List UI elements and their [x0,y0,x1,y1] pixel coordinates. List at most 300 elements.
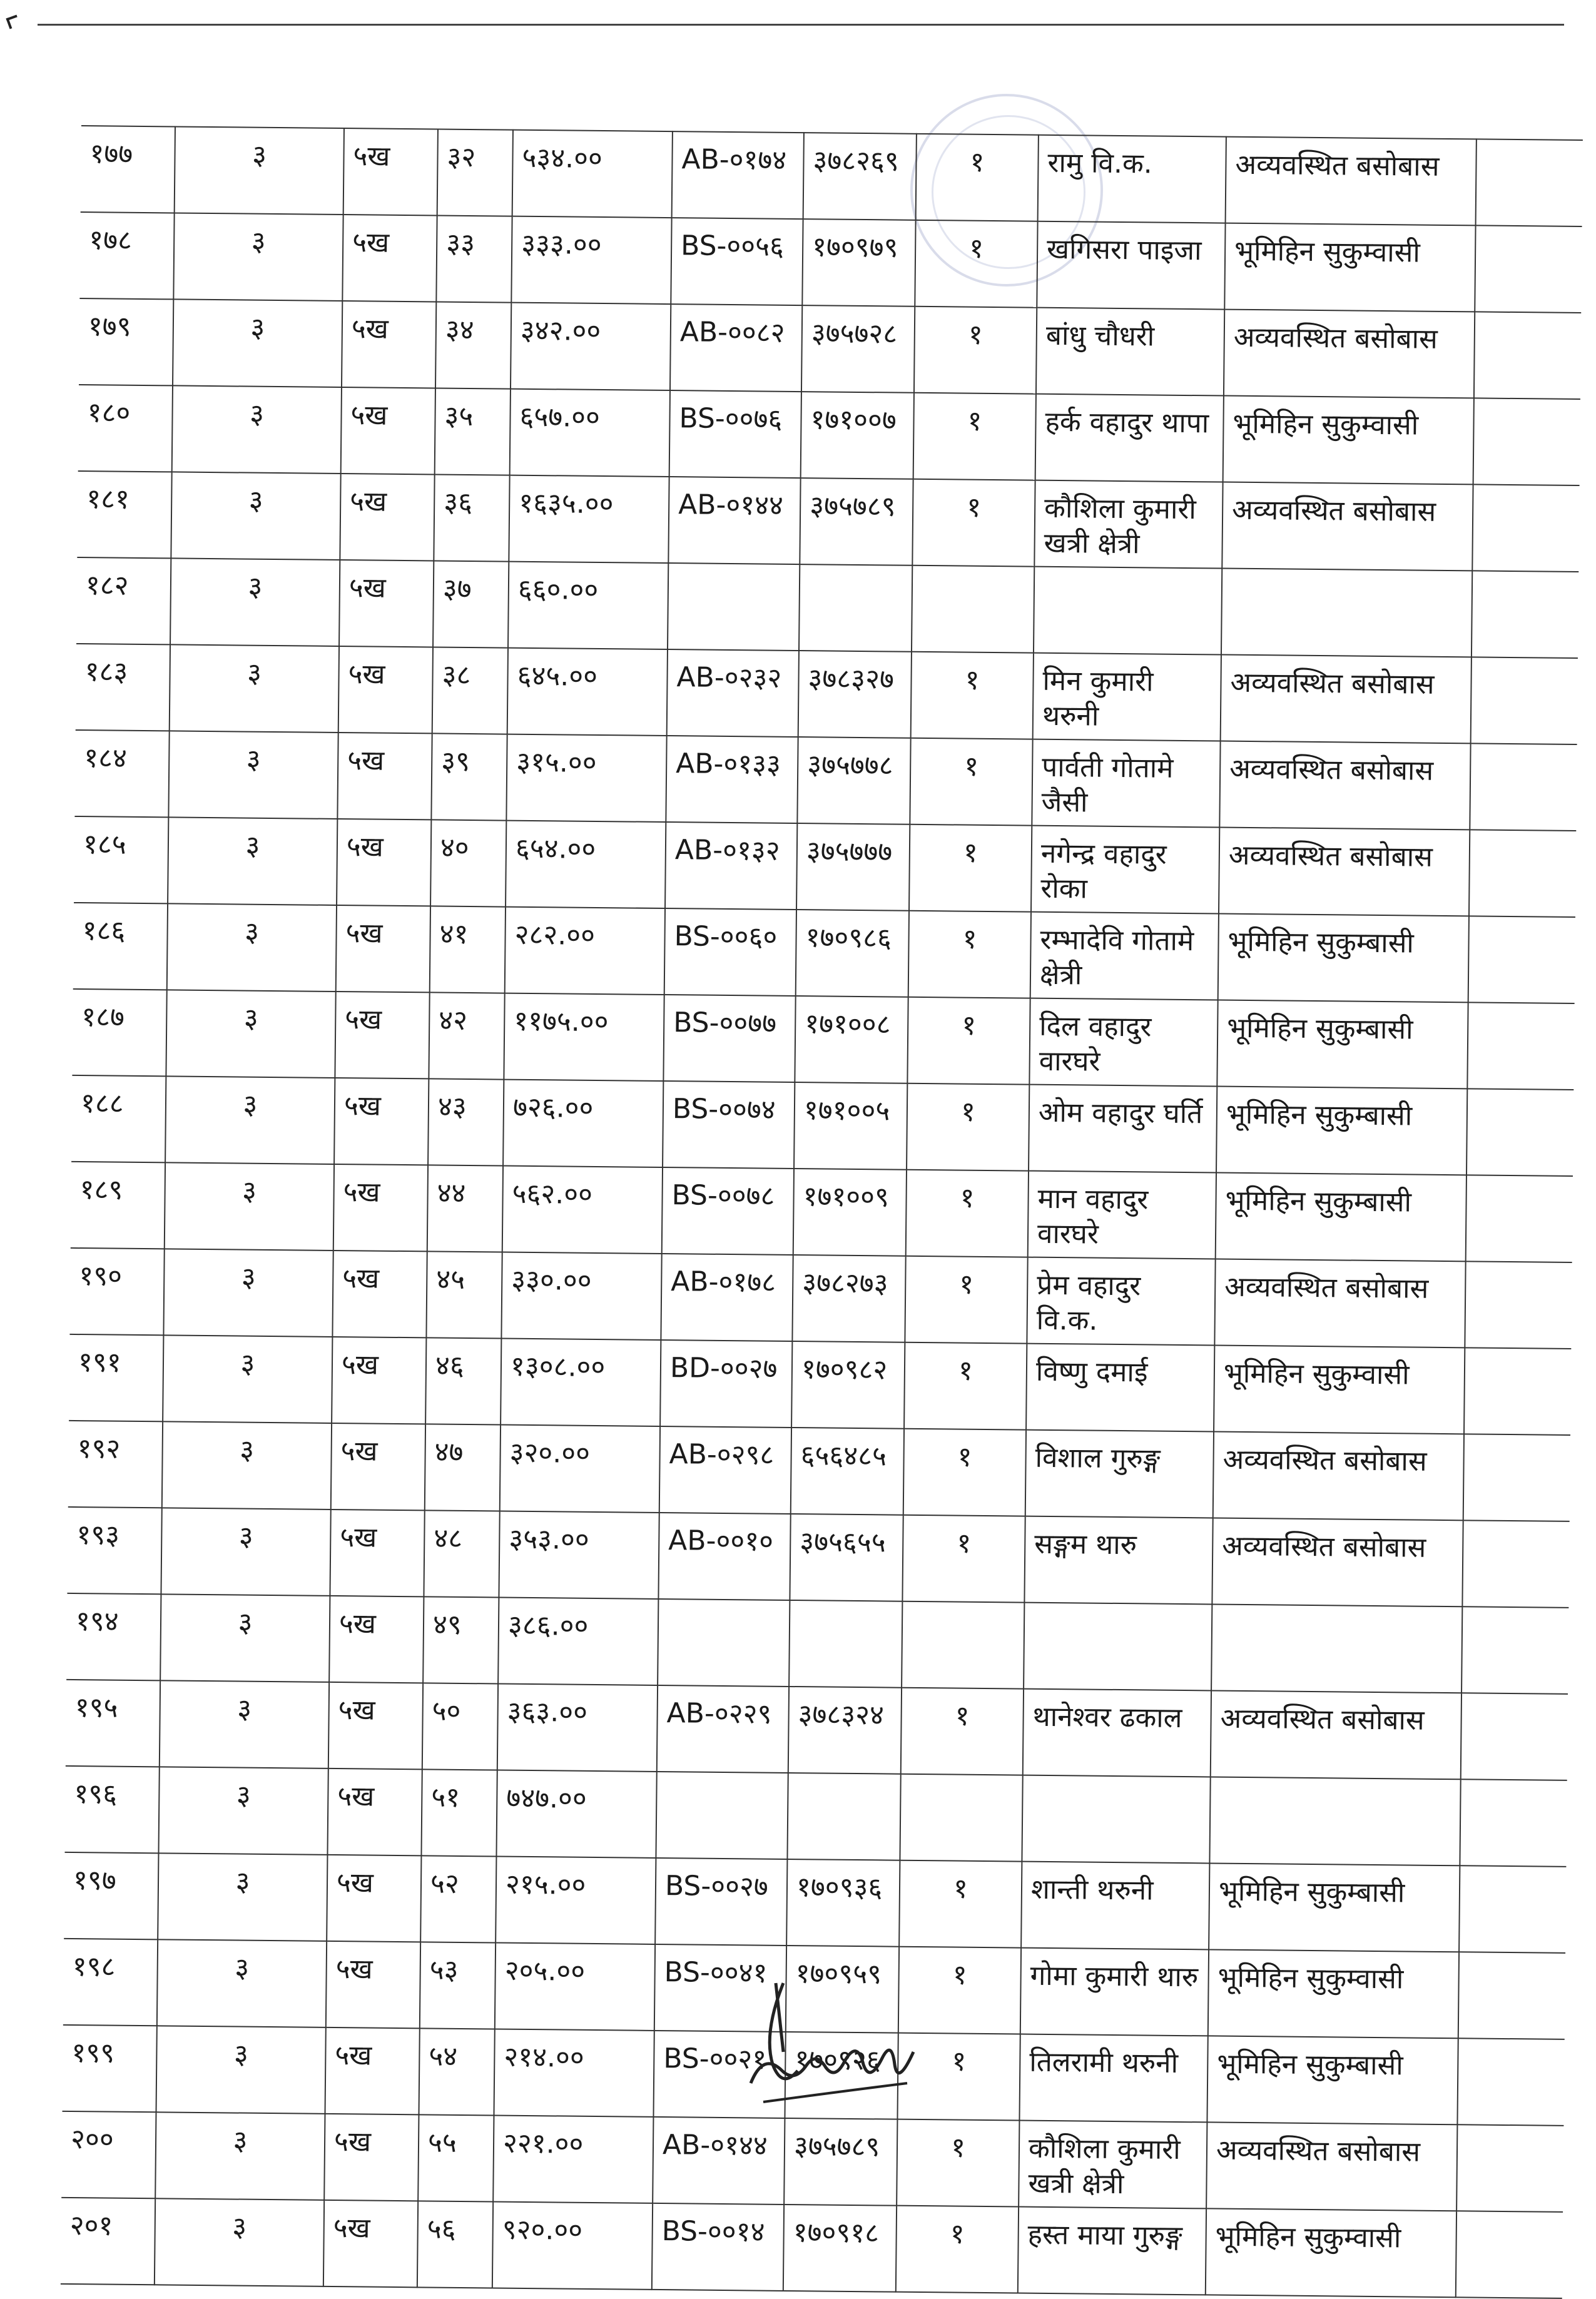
count-cell: १ [897,2119,1019,2207]
blank-cell [1466,1175,1573,1262]
serial-no-cell: १९३ [67,1507,161,1594]
ward-no-cell: ३ [163,1335,332,1423]
ward-no-cell: ३ [172,385,342,474]
record-id-cell: ३७५७८९ [800,478,913,566]
block-no-cell: ५ख [342,215,437,302]
application-code-cell: AB-०१४४ [668,477,800,564]
serial-no-cell: १९९ [63,2025,157,2112]
block-no-cell: ५ख [337,819,431,906]
blank-cell [1462,1520,1569,1608]
blank-cell [1458,1952,1565,2039]
plot-no-cell: ४१ [430,906,506,993]
count-cell: १ [908,911,1031,998]
area-cell: ६५७.०० [510,389,670,477]
record-id-cell [799,564,912,652]
table-row [69,1248,1572,1349]
serial-no-cell: २०० [61,2111,156,2198]
blank-cell [1461,1693,1568,1780]
area-cell: ७४७.०० [496,1770,656,1858]
applicant-name-cell: नगेन्द्र वहादुर रोका [1031,826,1219,914]
block-no-cell: ५ख [330,1510,424,1596]
serial-no-cell: १७७ [81,126,175,213]
serial-no-cell: १८४ [74,730,169,817]
blank-cell [1456,2211,1563,2298]
block-no-cell: ५ख [329,1596,424,1683]
applicant-name-cell: ओम वहादुर घर्ति [1029,1085,1217,1173]
area-cell: २०५.०० [495,1942,655,2030]
applicant-name-cell: बांधु चौधरी [1036,308,1224,396]
record-id-cell: १७१००५ [794,1082,907,1170]
block-no-cell: ५ख [337,733,432,820]
plot-no-cell: ५० [422,1683,498,1770]
ward-no-cell: ३ [170,644,339,733]
serial-no-cell: १९५ [66,1680,160,1767]
count-cell: १ [899,1860,1022,1948]
blank-cell [1472,484,1579,572]
application-code-cell: BS-००६० [664,908,796,996]
settlement-type-cell: अव्यवस्थित बसोबास [1219,741,1470,830]
count-cell [902,1601,1024,1689]
plot-no-cell: ४३ [428,1078,504,1165]
settlement-type-cell: भूमिहिन सुकुम्बासी [1218,914,1469,1003]
record-id-cell: ६५६४८५ [791,1428,904,1515]
record-id-cell: १७१००७ [801,392,914,479]
ward-no-cell: ३ [170,558,340,646]
plot-no-cell: ३६ [434,474,509,561]
blank-cell [1471,571,1578,658]
application-code-cell: BS-००१४ [652,2203,784,2291]
count-cell: १ [897,2033,1020,2121]
settlement-type-cell: अव्यवस्थित बसोबास [1224,310,1475,398]
ward-no-cell: ३ [165,1162,334,1251]
ward-no-cell: ३ [167,903,337,992]
ward-no-cell: ३ [161,1508,330,1596]
area-cell: ५३४.०० [512,130,673,218]
serial-no-cell: २०१ [61,2198,155,2285]
plot-no-cell: ५६ [417,2201,493,2288]
settlement-type-cell: भूमिहिन सुकुम्वासी [1224,223,1475,312]
settlement-type-cell: अव्यवस्थित बसोबास [1206,2122,1457,2211]
settlement-type-cell: भूमिहिन सुकुम्बासी [1216,1086,1467,1175]
serial-no-cell: १८६ [73,903,168,990]
block-no-cell: ५ख [334,1078,429,1165]
application-code-cell [656,1772,788,1859]
count-cell [912,566,1034,653]
application-code-cell: AB-०१७८ [661,1254,793,1341]
applicant-name-cell: कौशिला कुमारी खत्री क्षेत्री [1019,2121,1207,2209]
area-cell: ३८६.०० [498,1598,658,1685]
serial-no-cell: १८५ [74,816,168,903]
application-code-cell: AB-०२९८ [659,1426,791,1514]
count-cell: १ [916,134,1039,221]
settlement-type-cell: अव्यवस्थित बसोबास [1226,137,1477,226]
ward-no-cell: ३ [157,1939,327,2027]
applicant-name-cell: शान्ती थरुनी [1021,1862,1209,1950]
ward-no-cell: ३ [173,213,343,301]
applicant-name-cell: हस्त माया गुरुङ्ग [1018,2207,1206,2295]
block-no-cell: ५ख [342,301,436,388]
application-code-cell [668,563,800,651]
application-code-cell: AB-०२३२ [667,649,799,737]
table-row [73,903,1575,1003]
settlement-type-cell [1209,1777,1460,1865]
record-id-cell: ३७८३२७ [798,651,912,738]
area-cell: २८२.०० [505,907,665,995]
blank-cell [1468,916,1575,1003]
applicant-name-cell: तिलरामी थरुनी [1019,2034,1207,2123]
count-cell: १ [905,1256,1027,1344]
record-id-cell: १७०९१८ [783,2205,897,2292]
area-cell: ३५३.०० [499,1511,659,1599]
application-code-cell: BS-००५६ [671,218,803,305]
plot-no-cell: ५३ [420,1942,496,2029]
serial-no-cell: १८९ [71,1162,165,1249]
block-no-cell: ५ख [327,1769,422,1855]
area-cell: ५६२.०० [502,1166,663,1254]
blank-cell [1475,225,1582,313]
application-code-cell: AB-०१३२ [665,822,797,910]
blank-cell [1469,830,1576,917]
count-cell: १ [913,393,1036,480]
plot-no-cell: ५१ [421,1769,497,1856]
table-row [79,212,1582,313]
area-cell: ६४५.०० [507,648,668,736]
plot-no-cell: ४४ [427,1165,503,1252]
applicant-name-cell: मिन कुमारी थरुनी [1033,653,1221,741]
record-id-cell: १७०९८६ [796,910,909,997]
signature [738,1958,926,2121]
record-id-cell: १७०९२६ [785,2032,898,2119]
settlement-type-cell: अव्यवस्थित बसोबास [1221,655,1471,744]
blank-cell [1470,743,1577,831]
plot-no-cell: ३४ [435,302,511,388]
ward-no-cell: ३ [165,1076,335,1164]
applicant-name-cell: खगिसरा पाइजा [1037,221,1225,310]
application-code-cell: BS-००४१ [654,1944,786,2032]
blank-cell [1464,1347,1571,1435]
application-code-cell: BS-००७८ [662,1167,794,1255]
applicant-name-cell [1034,567,1222,655]
application-code-cell: AB-०१७४ [672,131,804,219]
settlement-type-cell: भूमिहिन सुकुम्बासी [1207,2036,1458,2124]
block-no-cell: ५ख [335,992,429,1078]
serial-no-cell: १८३ [76,644,170,731]
applicant-name-cell: प्रेम वहादुर वि.क. [1027,1257,1215,1346]
area-cell: ३४२.०० [511,303,671,390]
area-cell: ३१५.०० [506,734,666,822]
area-cell: १६३५.०० [509,475,669,563]
block-no-cell: ५ख [325,2027,420,2114]
record-id-cell: १७०९५९ [786,1946,899,2033]
serial-no-cell: १९८ [63,1939,158,2026]
count-cell: १ [915,220,1037,308]
applicant-name-cell: मान वहादुर वारघरे [1028,1171,1216,1259]
block-no-cell: ५ख [324,2114,419,2201]
record-id-cell: ३७५७८९ [784,2118,897,2206]
blank-cell [1456,2124,1563,2212]
table-row [66,1680,1568,1780]
settlement-type-cell: भूमिहिन सुकुम्वासी [1208,1949,1459,2038]
blank-cell [1461,1606,1568,1694]
settlement-type-cell: अव्यवस्थित बसोबास [1213,1431,1464,1520]
blank-cell [1466,1089,1573,1176]
settlement-type-cell [1221,569,1472,657]
applicant-name-cell: हर्क वहादुर थापा [1035,394,1224,482]
plot-no-cell: ४६ [425,1337,501,1424]
count-cell: १ [906,1170,1029,1257]
table-row [81,126,1583,226]
settlement-type-cell: अव्यवस्थित बसोबास [1211,1690,1461,1779]
plot-no-cell: ३२ [437,129,513,216]
count-cell: १ [911,652,1034,739]
count-cell: १ [902,1515,1025,1603]
plot-no-cell: ३५ [435,388,511,475]
table-row [66,1593,1568,1694]
area-cell: ७२६.०० [503,1080,663,1167]
settlement-type-cell: भूमिहिन सुकुम्वासी [1214,1345,1465,1434]
record-id-cell: ३७८२७३ [792,1255,905,1342]
ward-no-cell: ३ [158,1853,327,1941]
block-no-cell: ५ख [326,1941,420,2028]
blank-cell [1467,1002,1574,1090]
area-cell: ९२०.०० [492,2201,653,2289]
blank-cell [1463,1434,1570,1521]
application-code-cell: AB-००८२ [670,304,802,392]
table-row [69,1334,1571,1435]
applicant-name-cell: विष्णु दमाई [1026,1344,1214,1432]
application-code-cell [658,1599,790,1687]
blank-cell [1457,2038,1564,2126]
plot-no-cell: ५४ [419,2028,494,2115]
record-id-cell: ३७८२६९ [803,133,917,220]
count-cell: १ [912,479,1035,567]
area-cell: ३२०.०० [500,1425,660,1513]
settlement-type-cell: अव्यवस्थित बसोबास [1222,482,1473,571]
blank-cell [1459,1865,1566,1953]
record-id-cell: ३७८३२४ [788,1687,902,1774]
table-row [78,385,1580,485]
ward-no-cell: ३ [171,472,340,560]
blank-cell [1473,398,1580,485]
settlement-type-cell: भूमिहिन सुकुम्बासी [1216,1172,1466,1261]
ward-no-cell: ३ [155,2198,324,2286]
blank-cell [1474,312,1581,399]
block-no-cell: ५ख [336,905,430,992]
settlement-type-cell [1211,1604,1462,1693]
application-code-cell: BS-००२१ [653,2031,785,2118]
applicant-name-cell [1024,1603,1212,1691]
serial-no-cell: १८७ [72,989,166,1076]
ward-no-cell: ३ [173,299,342,387]
record-id-cell: ३७५७२८ [801,305,915,393]
settlement-type-cell: भूमिहिन सुकुम्वासी [1206,2208,1456,2297]
serial-no-cell: १८१ [77,471,171,558]
block-no-cell: ५ख [332,1251,427,1337]
blank-cell [1476,139,1583,226]
count-cell: १ [896,2206,1019,2293]
record-id-cell: १७०९८२ [791,1341,905,1429]
count-cell: १ [903,1429,1026,1516]
record-id-cell: १७१००८ [795,996,908,1084]
plot-no-cell: ३७ [433,561,509,647]
applicant-name-cell: विशाल गुरुङ्ग [1025,1430,1214,1518]
block-no-cell: ५ख [339,560,434,647]
record-id-cell [789,1600,902,1688]
ward-no-cell: ३ [168,731,338,819]
blank-cell [1460,1779,1567,1867]
applicant-name-cell: सङ्गम थारु [1024,1516,1212,1605]
ward-no-cell: ३ [155,2112,325,2200]
ward-no-cell: ३ [163,1249,333,1337]
applicant-name-cell: गोमा कुमारी थारु [1020,1948,1209,2036]
applicant-name-cell: कौशिला कुमारी खत्री क्षेत्री [1034,480,1222,569]
area-cell: ११७५.०० [504,993,664,1081]
table-row [76,557,1578,658]
count-cell: १ [914,307,1037,394]
plot-no-cell: ५२ [420,1855,496,1942]
table-row [79,298,1581,399]
table-row [77,471,1579,572]
ward-no-cell: ३ [168,817,337,905]
table-row [74,816,1576,917]
block-no-cell: ५ख [341,387,435,474]
application-code-cell: AB-०१३३ [666,736,798,823]
block-no-cell: ५ख [340,474,434,561]
plot-no-cell: ३८ [432,647,508,734]
serial-no-cell: १९७ [64,1852,158,1939]
plot-no-cell: ४८ [424,1510,499,1597]
blank-cell [1471,657,1578,744]
application-code-cell: AB-०२२९ [657,1685,789,1773]
plot-no-cell: ४७ [425,1424,501,1511]
record-id-cell: १७०९७९ [802,219,915,307]
count-cell: १ [904,1342,1027,1430]
application-code-cell: AB-००१० [658,1513,790,1600]
serial-no-cell: १९६ [64,1766,159,1853]
application-code-cell: BS-००२७ [655,1858,787,1946]
corner-mark [6,14,20,29]
area-cell: २२१.०० [493,2115,653,2203]
settlement-type-cell: अव्यवस्थित बसोबास [1212,1518,1463,1606]
block-no-cell: ५ख [338,646,433,733]
table-row [71,1162,1573,1262]
area-cell: ३३०.०० [501,1252,661,1340]
area-cell: ३६३.०० [497,1684,658,1772]
plot-no-cell: ३३ [436,215,512,302]
serial-no-cell: १८८ [71,1075,166,1162]
table-row [76,644,1578,744]
block-no-cell: ५ख [333,1164,428,1251]
ward-no-cell: ३ [156,2026,326,2114]
area-cell: २१४.०० [494,2029,654,2116]
block-no-cell: ५ख [328,1682,423,1769]
area-cell: २१५.०० [496,1856,656,1944]
area-cell: १३०८.०० [501,1339,661,1426]
serial-no-cell: १७८ [79,212,174,299]
count-cell [900,1774,1022,1862]
applicant-name-cell: पार्वती गोतामे जैसी [1032,739,1220,828]
ward-no-cell: ३ [160,1680,329,1769]
ward-no-cell: ३ [158,1767,328,1855]
record-id-cell [787,1773,900,1860]
table-row [68,1421,1570,1521]
settlement-type-cell: भूमिहिन सुकुम्बासी [1209,1863,1460,1952]
blank-cell [1465,1261,1572,1349]
plot-no-cell: ४९ [423,1596,499,1683]
plot-no-cell: ४० [430,820,506,906]
record-id-cell: ३७५६५५ [790,1514,903,1601]
block-no-cell: ५ख [327,1855,421,1942]
table-row [64,1766,1567,1867]
block-no-cell: ५ख [323,2200,418,2287]
application-code-cell: AB-०१४४ [653,2117,785,2205]
count-cell: १ [910,738,1032,826]
record-id-cell: ३७५७७७ [796,823,910,911]
ward-no-cell: ३ [162,1421,332,1510]
count-cell: १ [898,1947,1021,2034]
table-row [72,989,1574,1090]
ward-no-cell: ३ [166,990,335,1078]
table-row [74,730,1577,831]
count-cell: १ [909,825,1032,912]
application-code-cell: BS-००७७ [663,995,795,1082]
table-row [71,1075,1573,1176]
settlement-type-cell: भूमिहिन सुकुम्वासी [1223,396,1474,485]
applicant-name-cell: थानेश्वर ढकाल [1023,1689,1211,1777]
applicant-name-cell: रामु वि.क. [1038,135,1226,223]
application-code-cell: BD-००२७ [660,1340,792,1428]
table-row [61,2198,1563,2298]
table-row [61,2111,1563,2212]
block-no-cell: ५ख [331,1423,425,1510]
settlement-type-cell: भूमिहिन सुकुम्बासी [1217,1000,1468,1089]
plot-no-cell: ४२ [429,992,504,1079]
table-row [64,1852,1566,1953]
settlement-type-cell: अव्यवस्थित बसोबास [1219,828,1470,916]
applicant-name-cell: रम्भादेवि गोतामे क्षेत्री [1030,912,1219,1000]
application-code-cell: BS-००७६ [669,390,801,478]
count-cell: १ [901,1688,1024,1775]
block-no-cell: ५ख [332,1337,426,1424]
serial-no-cell: १८२ [76,557,171,644]
record-id-cell: १७१००९ [793,1169,907,1256]
application-code-cell: BS-००७४ [663,1081,795,1169]
plot-no-cell: ४५ [426,1251,502,1338]
count-cell: १ [907,997,1030,1085]
count-cell: १ [907,1084,1029,1171]
record-id-cell: १७०९३६ [786,1859,900,1947]
serial-no-cell: १९२ [68,1421,163,1508]
serial-no-cell: १९१ [69,1334,163,1421]
serial-no-cell: १७९ [79,298,173,385]
applicant-name-cell: दिल वहादुर वारघरे [1029,998,1217,1087]
settlement-type-cell: अव्यवस्थित बसोबास [1214,1259,1465,1347]
area-cell: ६६०.०० [508,562,668,649]
table-row [67,1507,1569,1608]
top-rule [38,24,1564,26]
plot-no-cell: ३९ [431,733,507,820]
ward-no-cell: ३ [160,1594,330,1682]
ward-no-cell: ३ [175,126,344,215]
serial-no-cell: १९० [69,1248,164,1335]
block-no-cell: ५ख [343,128,438,215]
area-cell: ६५४.०० [506,821,666,908]
serial-no-cell: १९४ [66,1593,161,1680]
serial-no-cell: १८० [78,385,173,472]
applicant-name-cell [1022,1775,1210,1864]
area-cell: ३३३.०० [511,216,671,304]
record-id-cell: ३७५७७८ [797,737,910,825]
